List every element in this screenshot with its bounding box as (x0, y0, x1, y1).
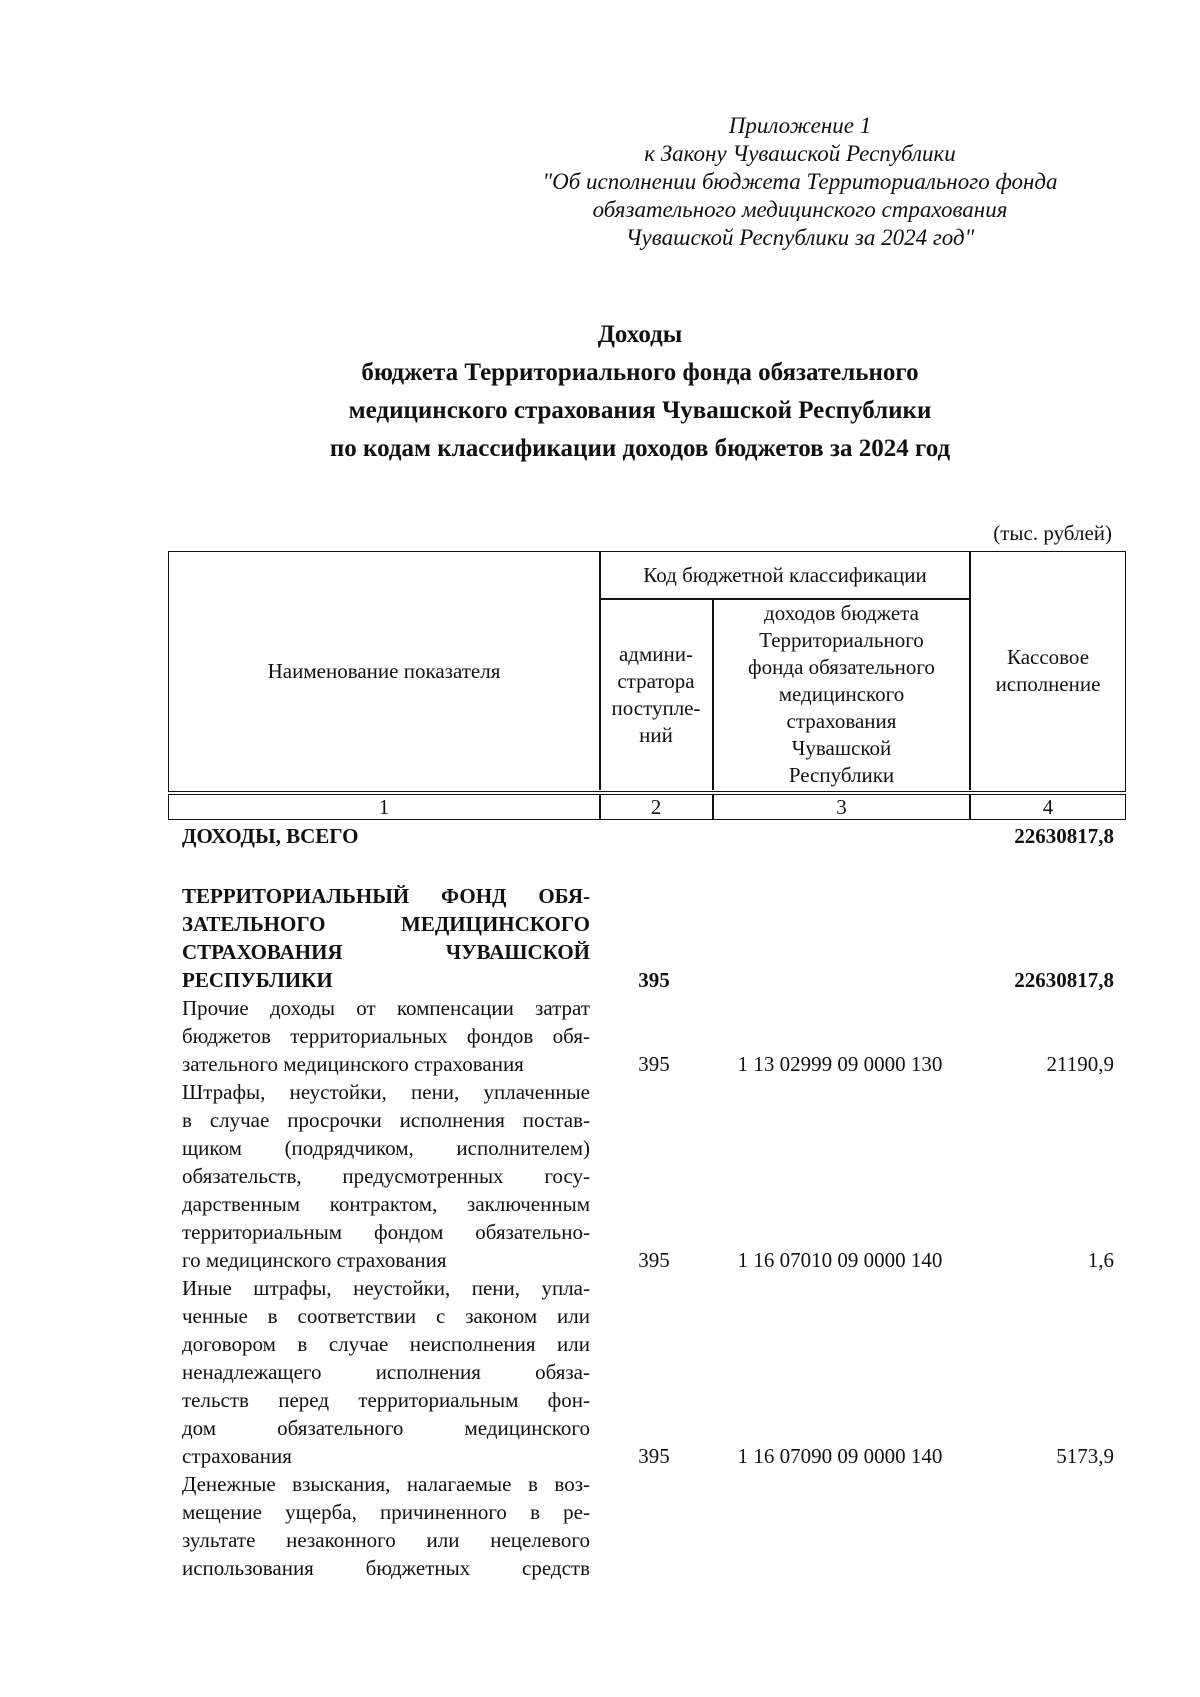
title-line: медицинского страхования Чувашской Республики (348, 397, 932, 424)
header-code-group: Код бюджетной классификации (643, 562, 927, 587)
column-number: 4 (1042, 795, 1054, 819)
row-code: 1 13 02999 09 0000 130 (737, 1052, 943, 1076)
row-admin: 395 (638, 968, 670, 992)
row-name-line: ченные в соответствии с законом или (182, 1304, 590, 1328)
row-name (182, 822, 590, 850)
appendix-line: обязательного медицинского страхования (592, 197, 1008, 222)
row-name (182, 1274, 590, 1470)
row-amount: 5173,9 (1056, 1444, 1114, 1468)
row-name-line: в случае просрочки исполнения постав- (182, 1108, 590, 1132)
row-name (182, 994, 590, 1078)
row-admin: 395 (638, 1444, 670, 1468)
row-name-line: Иные штрафы, неустойки, пени, упла- (182, 1276, 590, 1300)
row-name-line: обязательств, предусмотренных госу- (182, 1164, 590, 1188)
row-name-line: Штрафы, неустойки, пени, уплаченные (182, 1080, 590, 1104)
row-name-line: щиком (подрядчиком, исполнителем) (182, 1136, 590, 1160)
appendix-line: "Об исполнении бюджета Территориального фонда (542, 169, 1058, 194)
row-name (182, 882, 590, 994)
header-income-code: доходов бюджета Территориального фонда обязательного медицинского страхования Чувашской Республики (748, 601, 935, 787)
row-amount: 21190,9 (1046, 1052, 1114, 1076)
appendix-line: Чувашской Республики за 2024 год" (625, 225, 975, 250)
row-name-line: ЗАТЕЛЬНОГО МЕДИЦИНСКОГО (182, 912, 590, 936)
row-name-line: дарственным контрактом, заключенным (182, 1192, 590, 1216)
row-name-line: договором в случае неисполнения или (182, 1332, 590, 1356)
row-amount: 1,6 (1087, 1248, 1114, 1272)
row-admin: 395 (638, 1248, 670, 1272)
row-name-line: Прочие доходы от компенсации затрат (182, 996, 590, 1020)
row-name-line: РЕСПУБЛИКИ (182, 968, 333, 992)
appendix-line: Приложение 1 (728, 113, 872, 138)
column-number: 1 (378, 795, 390, 819)
row-name-line: зультате незаконного или нецелевого (182, 1528, 590, 1552)
row-code: 1 16 07010 09 0000 140 (737, 1248, 943, 1272)
row-name-line: территориальным фондом обязательно- (182, 1220, 590, 1244)
row-name-line: ДОХОДЫ, ВСЕГО (182, 824, 359, 848)
row-name-line: мещение ущерба, причиненного в ре- (182, 1500, 590, 1524)
table-header (168, 551, 1126, 792)
row-amount: 22630817,8 (1014, 968, 1114, 992)
row-name-line: Денежные взыскания, налагаемые в воз- (182, 1472, 590, 1496)
row-name (182, 1078, 590, 1274)
row-name-line: ненадлежащего исполнения обяза- (182, 1360, 590, 1384)
row-admin: 395 (638, 1052, 670, 1076)
column-number: 3 (836, 795, 847, 819)
title-line: бюджета Территориального фонда обязательного (361, 359, 919, 386)
row-name-line: го медицинского страхования (182, 1248, 447, 1272)
units-label: (тыс. рублей) (993, 521, 1112, 545)
row-amount: 22630817,8 (1014, 824, 1114, 848)
row-name-line: зательного медицинского страхования (182, 1052, 524, 1076)
row-name (182, 1470, 590, 1582)
column-numbers-row (168, 794, 1126, 820)
title-line: по кодам классификации доходов бюджетов за 2024 год (329, 435, 951, 462)
row-name-line: использования бюджетных средств (182, 1556, 590, 1580)
row-code: 1 16 07090 09 0000 140 (737, 1444, 943, 1468)
title-line: Доходы (597, 321, 683, 348)
row-name-line: тельств перед территориальным фон- (182, 1388, 590, 1412)
appendix-line: к Закону Чувашской Республики (644, 141, 956, 166)
header-admin: админи- стратора поступле- ний (611, 641, 701, 747)
row-name-line: ТЕРРИТОРИАЛЬНЫЙ ФОНД ОБЯ- (182, 884, 590, 908)
column-number: 2 (650, 795, 662, 819)
row-name-line: бюджетов территориальных фондов обя- (182, 1024, 590, 1048)
header-name: Наименование показателя (267, 658, 501, 683)
row-name-line: дом обязательного медицинского (182, 1416, 590, 1440)
header-execution: Кассовое исполнение (995, 645, 1101, 696)
appendix-header (480, 112, 1120, 252)
row-name-line: страхования (182, 1444, 292, 1468)
row-name-line: СТРАХОВАНИЯ ЧУВАШСКОЙ (182, 940, 590, 964)
document-title (150, 316, 1130, 468)
